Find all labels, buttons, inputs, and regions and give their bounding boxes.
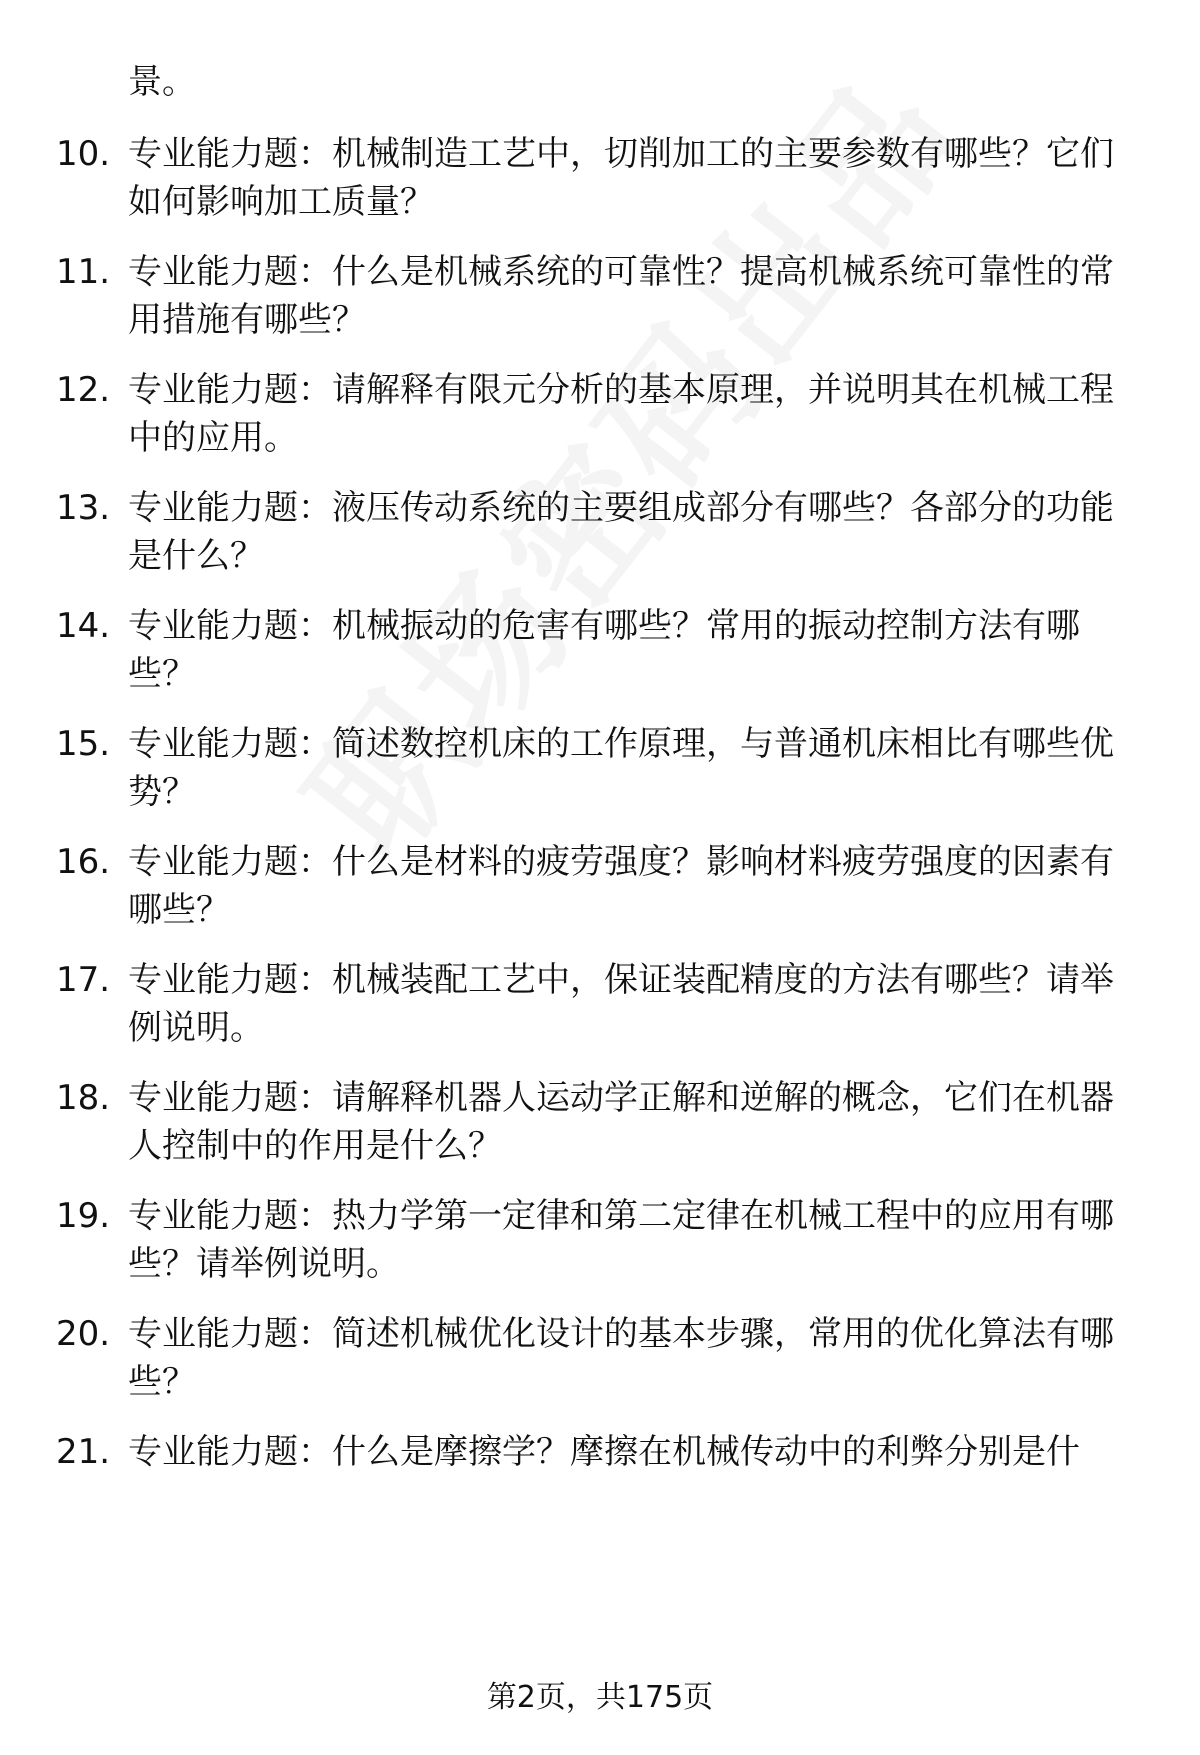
question-text: 专业能力题：什么是机械系统的可靠性？提高机械系统可靠性的常用措施有哪些？ — [128, 252, 1114, 340]
question-number: 15. — [56, 724, 111, 764]
question-number: 12. — [56, 370, 111, 410]
question-item — [0, 248, 1200, 358]
question-number: 11. — [56, 252, 111, 292]
question-text: 专业能力题：简述机械优化设计的基本步骤，常用的优化算法有哪些？ — [128, 1314, 1114, 1402]
question-number: 17. — [56, 960, 111, 1000]
page-footer: 第2页，共175页 — [486, 1680, 714, 1715]
question-text: 专业能力题：热力学第一定律和第二定律在机械工程中的应用有哪些？请举例说明。 — [128, 1196, 1114, 1284]
question-text: 专业能力题：机械装配工艺中，保证装配精度的方法有哪些？请举例说明。 — [128, 960, 1114, 1048]
question-text: 专业能力题：机械振动的危害有哪些？常用的振动控制方法有哪些？ — [128, 606, 1080, 694]
question-text: 专业能力题：机械制造工艺中，切削加工的主要参数有哪些？它们如何影响加工质量？ — [128, 134, 1114, 222]
question-item — [0, 720, 1200, 830]
question-number: 20. — [56, 1314, 111, 1354]
question-number: 19. — [56, 1196, 111, 1236]
question-number: 13. — [56, 488, 111, 528]
carry-over-text: 景。 — [128, 62, 196, 102]
question-item — [0, 366, 1200, 476]
question-number: 10. — [56, 134, 111, 174]
question-text: 专业能力题：请解释有限元分析的基本原理，并说明其在机械工程中的应用。 — [128, 370, 1114, 458]
question-text: 专业能力题：什么是材料的疲劳强度？影响材料疲劳强度的因素有哪些？ — [128, 842, 1114, 930]
question-item — [0, 838, 1200, 948]
question-item — [0, 1192, 1200, 1302]
question-number: 18. — [56, 1078, 111, 1118]
question-item — [0, 484, 1200, 594]
question-text: 专业能力题：简述数控机床的工作原理，与普通机床相比有哪些优势？ — [128, 724, 1114, 812]
question-text: 专业能力题：请解释机器人运动学正解和逆解的概念，它们在机器人控制中的作用是什么？ — [128, 1078, 1114, 1166]
question-text: 专业能力题：什么是摩擦学？摩擦在机械传动中的利弊分别是什 — [128, 1432, 1080, 1472]
question-number: 14. — [56, 606, 111, 646]
question-item — [0, 1074, 1200, 1184]
question-item — [0, 1310, 1200, 1420]
question-number: 16. — [56, 842, 111, 882]
question-item — [0, 602, 1200, 712]
question-number: 21. — [56, 1432, 111, 1472]
question-item — [0, 130, 1200, 240]
question-item — [0, 956, 1200, 1066]
question-item — [0, 1428, 1200, 1538]
question-text: 专业能力题：液压传动系统的主要组成部分有哪些？各部分的功能是什么？ — [128, 488, 1114, 576]
